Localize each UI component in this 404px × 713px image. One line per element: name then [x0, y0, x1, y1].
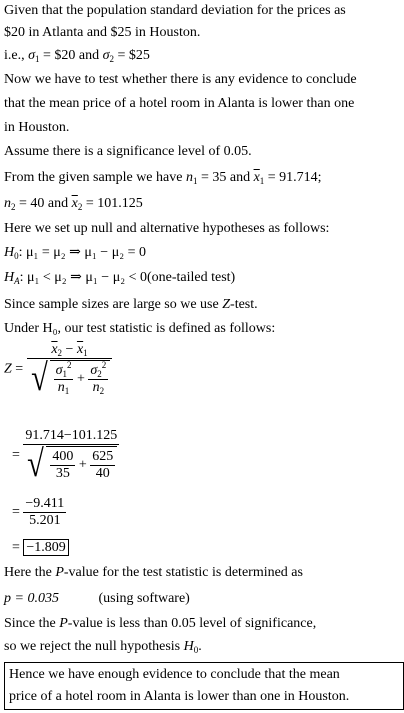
- text-line: Under H₀, our test statistic is defined as follows:: [4, 321, 276, 336]
- z-formula: Z = $\overline{x}_2 - \overline{x}_1$ √ $\frac{\sigma_1^2}{n_1}$ + $\frac{\sigma_2^2}{n_2}$: [4, 342, 112, 397]
- conclusion-line: Hence we have enough evidence to conclude that the mean: [9, 667, 340, 682]
- numerator: 91.714−101.125: [25, 428, 118, 443]
- text: : μ₁ < μ₂ ⇒ μ₁ − μ₂ < 0(one-tailed test): [19, 270, 236, 285]
- text: -value is less than 0.05 level of significance,: [67, 616, 317, 631]
- text: Here the: [4, 565, 52, 580]
- term: 35: [50, 465, 75, 482]
- text: -test.: [230, 297, 258, 312]
- sample-line: $n_2 = 40$ and $\overline{x}_2 = 101.125$: [4, 196, 143, 212]
- text: Since sample sizes are large so we use: [4, 297, 219, 312]
- text: p = 0.035: [4, 591, 59, 606]
- text: = 35 and: [200, 170, 251, 185]
- text: i.e.,: [4, 48, 25, 63]
- p-value-line: [4, 590, 190, 608]
- z-step-substitution: = 91.714−101.125 √ $\frac{400}{35}$ + $\frac{625}{40}$: [12, 428, 118, 485]
- text-line: Assume there is a significance level of 0.05.: [4, 144, 252, 159]
- text: : μ₁ = μ₂ ⇒ μ₁ − μ₂ = 0: [18, 245, 146, 260]
- text-line: Given that the population standard deviation for the prices as: [4, 3, 346, 18]
- text: = $25: [117, 48, 150, 63]
- term: 625: [92, 449, 114, 464]
- text-line: Here the P-value for the test statistic is determined as: [4, 565, 303, 580]
- text: = $20 and: [43, 48, 100, 63]
- text: = 91.714;: [267, 170, 322, 185]
- text-line: in Houston.: [4, 120, 70, 135]
- term: 400: [52, 449, 74, 464]
- null-hypothesis: $H_0$: μ₁ = μ₂ ⇒ μ₁ − μ₂ = 0: [4, 245, 146, 261]
- denominator: 5.201: [23, 512, 66, 529]
- z-fraction: $\overline{x}_2 - \overline{x}_1$ √ $\frac{\sigma_1^2}{n_1}$ + $\frac{\sigma_2^2}{n_2}$: [27, 342, 113, 397]
- text: Since the: [4, 616, 56, 631]
- text-line: so we reject the null hypothesis $H_0$.: [4, 639, 202, 655]
- sample-line: From the given sample we have $n_1 = 35$ and $\overline{x}_1 = 91.714$;: [4, 170, 322, 186]
- text: = 101.125: [85, 196, 143, 211]
- alt-hypothesis: $H_A$: μ₁ < μ₂ ⇒ μ₁ − μ₂ < 0(one-tailed test): [4, 270, 236, 286]
- boxed-result: −1.809: [23, 539, 68, 556]
- term: 40: [90, 465, 115, 482]
- text-line: that the mean price of a hotel room in Alanta is lower than one: [4, 96, 355, 111]
- text: (using software): [98, 591, 190, 606]
- text: so we reject the null hypothesis: [4, 639, 181, 654]
- text-line: Now we have to test whether there is any evidence to conclude: [4, 72, 357, 87]
- numerator: −9.411: [25, 496, 65, 511]
- conclusion-box: [4, 662, 404, 710]
- text-line: $20 in Atlanta and $25 in Houston.: [4, 25, 201, 40]
- text-line: Here we set up null and alternative hypotheses as follows:: [4, 221, 330, 236]
- sigma-line: i.e., $\sigma_1$ = $20 and $\sigma_2$ = $25: [4, 48, 150, 64]
- z-result: = −1.809: [12, 539, 69, 557]
- z-step-simplified: = $\frac{-9.411}{5.201}$: [12, 496, 65, 528]
- text: -value for the test statistic is determined as: [63, 565, 303, 580]
- text-line: Since the P-value is less than 0.05 level of significance,: [4, 616, 317, 631]
- text: = 40 and: [19, 196, 69, 211]
- conclusion-line: price of a hotel room in Alanta is lower than one in Houston.: [9, 689, 350, 704]
- text: From the given sample we have: [4, 170, 183, 185]
- text-line: Since sample sizes are large so we use Z-test.: [4, 297, 258, 312]
